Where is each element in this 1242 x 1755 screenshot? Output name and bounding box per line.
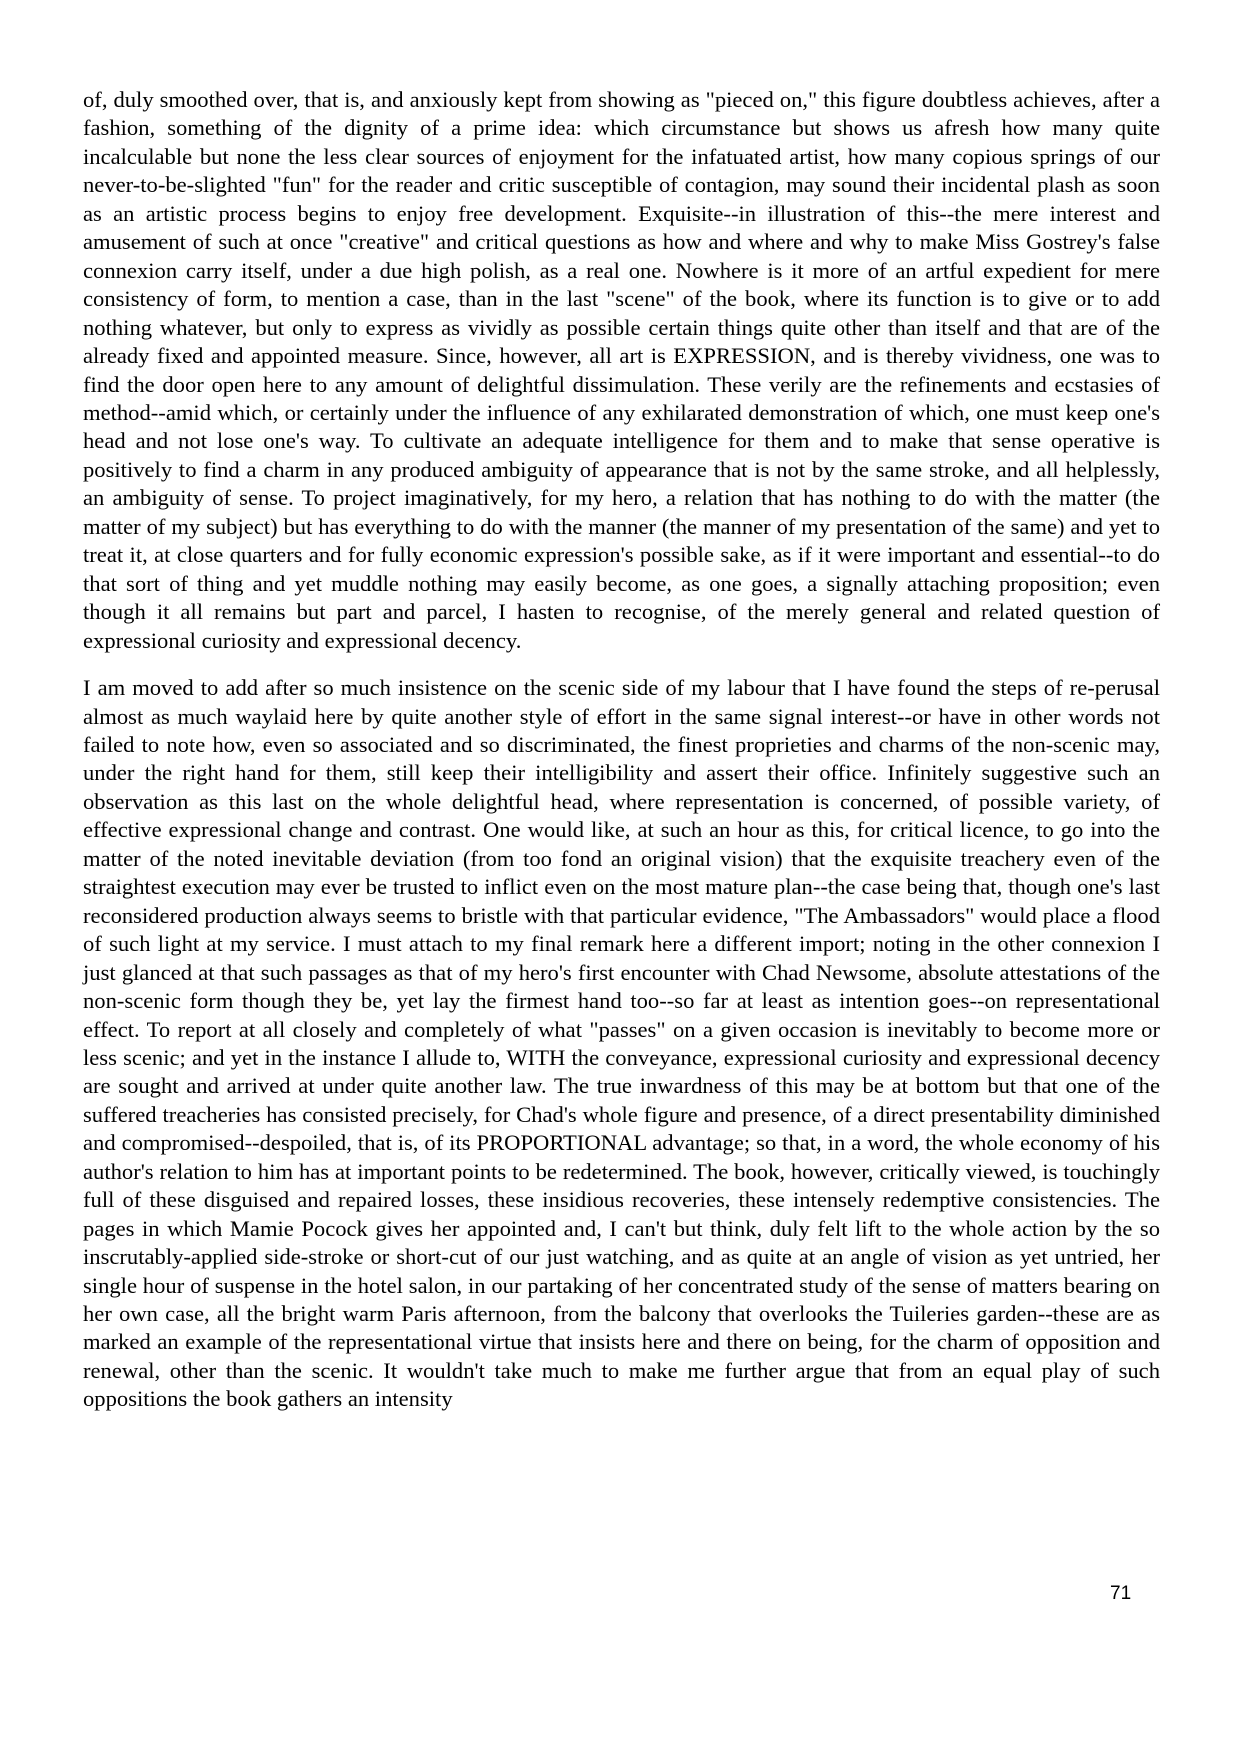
page-number: 71 [1110, 1583, 1132, 1604]
document-page [83, 86, 1160, 1414]
paragraph-2: I am moved to add after so much insistence on the scenic side of my labour that I have found the steps of re-perusal almost as much waylaid here by quite another style of effort in the same signal interest--or have in other words not failed to note how, even so associated and so discriminated, the finest proprieties and charms of the non-scenic may, under the right hand for them, still keep their intelligibility and assert their office. Infinitely suggestive such an observation as this last on the whole delightful head, where representation is concerned, of possible variety, of effective expressional change and contrast. One would like, at such an hour as this, for critical licence, to go into the matter of the noted inevitable deviation (from too fond an original vision) that the exquisite treachery even of the straightest execution may ever be trusted to inflict even on the most mature plan--the case being that, though one's last reconsidered production always seems to bristle with that particular evidence, "The Ambassadors" would place a flood of such light at my service. I must attach to my final remark here a different import; noting in the other connexion I just glanced at that such passages as that of my hero's first encounter with Chad Newsome, absolute attestations of the non-scenic form though they be, yet lay the firmest hand too--so far at least as intention goes--on representational effect. To report at all closely and completely of what "passes" on a given occasion is inevitably to become more or less scenic; and yet in the instance I allude to, WITH the conveyance, expressional curiosity and expressional decency are sought and arrived at under quite another law. The true inwardness of this may be at bottom but that one of the suffered treacheries has consisted precisely, for Chad's whole figure and presence, of a direct presentability diminished and compromised--despoiled, that is, of its PROPORTIONAL advantage; so that, in a word, the whole economy of his author's relation to him has at important points to be redetermined. The book, however, critically viewed, is touchingly full of these disguised and repaired losses, these insidious recoveries, these intensely redemptive consistencies. The pages in which Mamie Pocock gives her appointed and, I can't but think, duly felt lift to the whole action by the so inscrutably-applied side-stroke or short-cut of our just watching, and as quite at an angle of vision as yet untried, her single hour of suspense in the hotel salon, in our partaking of her concentrated study of the sense of matters bearing on her own case, all the bright warm Paris afternoon, from the balcony that overlooks the Tuileries garden--these are as marked an example of the representational virtue that insists here and there on being, for the charm of opposition and renewal, other than the scenic. It wouldn't take much to make me further argue that from an equal play of such oppositions the book gathers an intensity [83, 675, 1160, 1412]
paragraph-1: of, duly smoothed over, that is, and anxiously kept from showing as "pieced on," this figure doubtless achieves, after a fashion, something of the dignity of a prime idea: which circumstance but shows us afresh how many quite incalculable but none the less clear sources of enjoyment for the infatuated artist, how many copious springs of our never-to-be-slighted "fun" for the reader and critic susceptible of contagion, may sound their incidental plash as soon as an artistic process begins to enjoy free development. Exquisite--in illustration of this--the mere interest and amusement of such at once "creative" and critical questions as how and where and why to make Miss Gostrey's false connexion carry itself, under a due high polish, as a real one. Nowhere is it more of an artful expedient for mere consistency of form, to mention a case, than in the last "scene" of the book, where its function is to give or to add nothing whatever, but only to express as vividly as possible certain things quite other than itself and that are of the already fixed and appointed measure. Since, however, all art is EXPRESSION, and is thereby vividness, one was to find the door open here to any amount of delightful dissimulation. These verily are the refinements and ecstasies of method--amid which, or certainly under the influence of any exhilarated demonstration of which, one must keep one's head and not lose one's way. To cultivate an adequate intelligence for them and to make that sense operative is positively to find a charm in any produced ambiguity of appearance that is not by the same stroke, and all helplessly, an ambiguity of sense. To project imaginatively, for my hero, a relation that has nothing to do with the matter (the matter of my subject) but has everything to do with the manner (the manner of my presentation of the same) and yet to treat it, at close quarters and for fully economic expression's possible sake, as if it were important and essential--to do that sort of thing and yet muddle nothing may easily become, as one goes, a signally attaching proposition; even though it all remains but part and parcel, I hasten to recognise, of the merely general and related question of expressional curiosity and expressional decency. [83, 87, 1160, 653]
